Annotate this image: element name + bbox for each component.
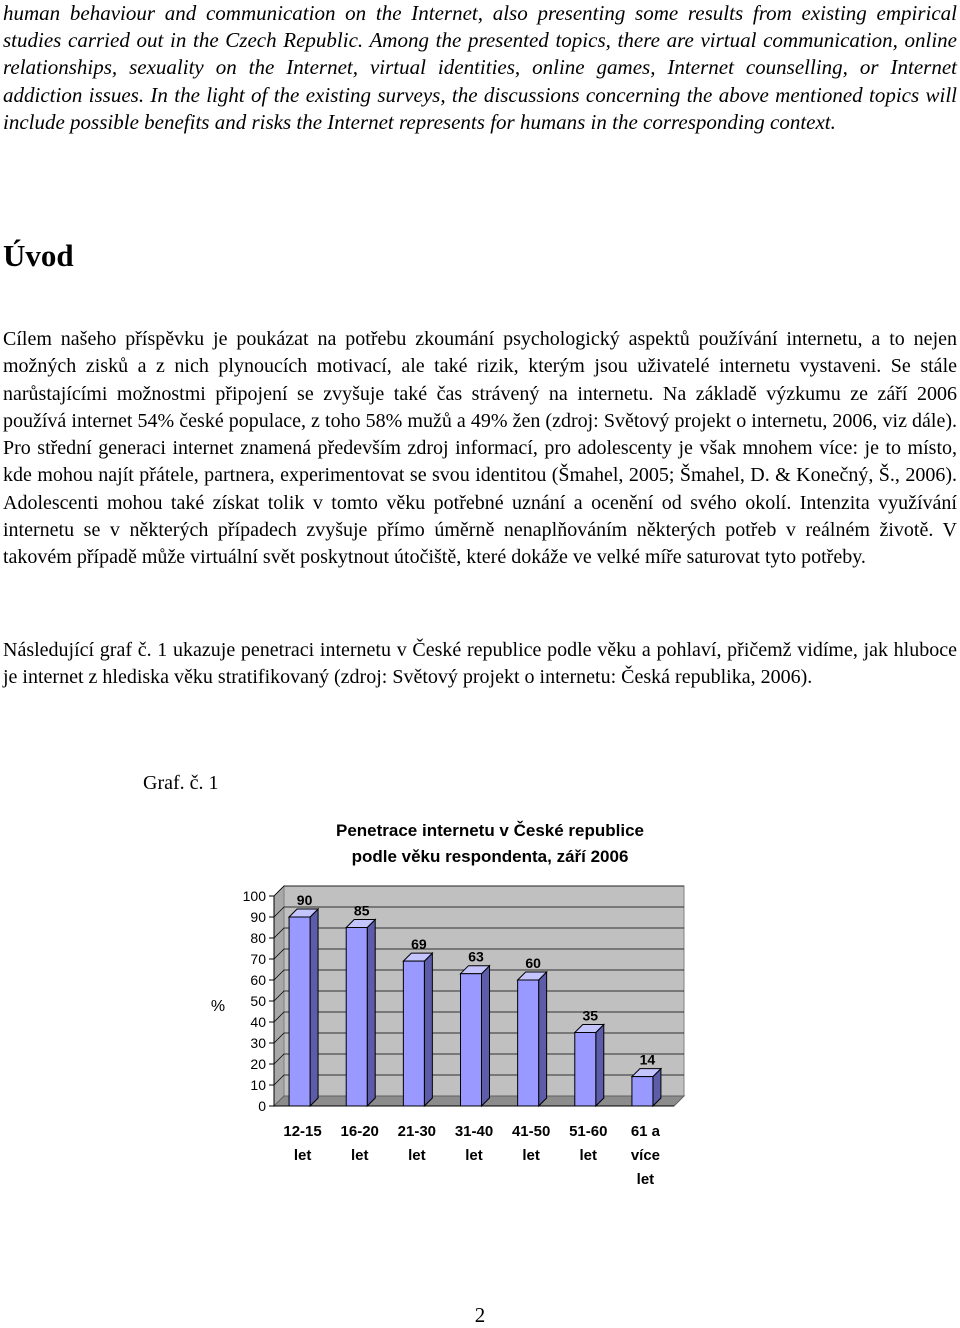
bar (632, 1077, 653, 1106)
bar-side (596, 1025, 604, 1107)
bar-chart (190, 810, 710, 1200)
x-tick-label: let (408, 1147, 426, 1164)
x-tick-label: let (579, 1147, 598, 1164)
y-tick-label: 50 (250, 993, 266, 1009)
x-tick-label: 21-30 (397, 1123, 437, 1140)
bar-value-label: 90 (296, 892, 313, 908)
bar-value-label: 85 (353, 902, 370, 919)
bar-side (310, 909, 318, 1106)
x-tick-label: 61 a (630, 1123, 661, 1140)
chart-title-line: podle věku respondenta, září 2006 (351, 847, 629, 866)
bar (346, 928, 367, 1107)
y-tick-label: 10 (250, 1077, 266, 1093)
bar-side (367, 920, 375, 1107)
bar-side (424, 953, 432, 1106)
x-tick-label: let (636, 1171, 655, 1188)
x-tick-label: let (465, 1147, 483, 1164)
y-tick-label: 30 (250, 1035, 266, 1051)
x-tick-label: více (630, 1147, 661, 1164)
x-tick-label: let (350, 1147, 369, 1164)
x-tick-label: 12-15 (283, 1123, 322, 1140)
bar-value-label: 14 (639, 1051, 656, 1068)
y-tick-label: 90 (250, 909, 266, 925)
page-number: 2 (474, 1303, 486, 1327)
bar (461, 974, 482, 1106)
y-tick-label: 60 (250, 972, 266, 988)
x-tick-label: let (522, 1147, 540, 1164)
chart-intro-paragraph: Následující graf č. 1 ukazuje penetraci internetu v České republice podle věku a pohlaví, přičemž vidíme, jak hluboce je internet z hlediska věku stratifikovaný (zdroj: Světový projekt o internetu: Česká republika, 2006). (3, 639, 957, 689)
y-tick-label: 70 (250, 951, 266, 967)
bar (403, 961, 424, 1106)
bar-side (482, 966, 490, 1106)
x-tick-label: 41-50 (511, 1123, 551, 1140)
y-tick-label: 80 (250, 930, 266, 946)
section-heading: Úvod (3, 238, 74, 273)
y-tick-label: 0 (258, 1098, 266, 1114)
bar-value-label: 35 (582, 1007, 599, 1024)
y-tick-label: 100 (242, 888, 266, 904)
y-tick-label: 40 (250, 1014, 266, 1030)
bar-side (539, 972, 547, 1106)
bar-value-label: 60 (525, 955, 541, 971)
bar-value-label: 63 (468, 948, 484, 965)
bar (518, 980, 539, 1106)
bar (289, 917, 310, 1106)
x-tick-label: 31-40 (454, 1123, 494, 1140)
bar-value-label: 69 (411, 936, 427, 953)
x-tick-label: 16-20 (340, 1123, 379, 1140)
intro-paragraph: Cílem našeho příspěvku je poukázat na potřebu zkoumání psychologický aspektů používání internetu, a to nejen možných zisků a z nich plynoucích motivací, ale také rizik, kterým jsou uživatelé internetu vystaveni. Se stále narůstajícími možnostmi připojení se zvyšuje také čas strávený na internetu. Na základě výzkumu ze září 2006 používá internet 54% české populace, z toho 58% mužů a 49% žen (zdroj: Světový projekt o internetu, 2006, viz dále). Pro střední generaci internet znamená především zdroj informací, pro adolescenty je však mnohem více: je to místo, kde mohou najít přátele, partnera, experimentovat se svou identitou (Šmahel, 2005; Šmahel, D. & Konečný, Š., 2006). Adolescenti mohou také získat tolik v tomto věku potřebné uznání a ocenění od svého okolí. Intenzita využívání internetu se v některých případech zvyšuje přímo úměrně nenaplňováním některých potřeb v reálném životě. V takovém případě může virtuální svět poskytnout útočiště, které dokáže ve velké míře saturovat tyto potřeby. (3, 328, 957, 569)
abstract-text: human behaviour and communication on the Internet, also presenting some results from existing empirical studies carried out in the Czech Republic. Among the presented topics, there are virtual communication, online relationships, sexuality on the Internet, virtual identities, online games, Internet counselling, or Internet addiction issues. In the light of the existing surveys, the discussions concerning the above mentioned topics will include possible benefits and risks the Internet represents for humans in the corresponding context. (3, 1, 957, 134)
y-axis-label: % (210, 998, 226, 1015)
y-tick-label: 20 (250, 1056, 266, 1072)
x-tick-label: let (293, 1147, 312, 1164)
figure-caption: Graf. č. 1 (143, 772, 219, 794)
chart-title-line: Penetrace internetu v České republice (335, 821, 645, 840)
bar (575, 1033, 596, 1107)
x-tick-label: 51-60 (569, 1123, 608, 1140)
